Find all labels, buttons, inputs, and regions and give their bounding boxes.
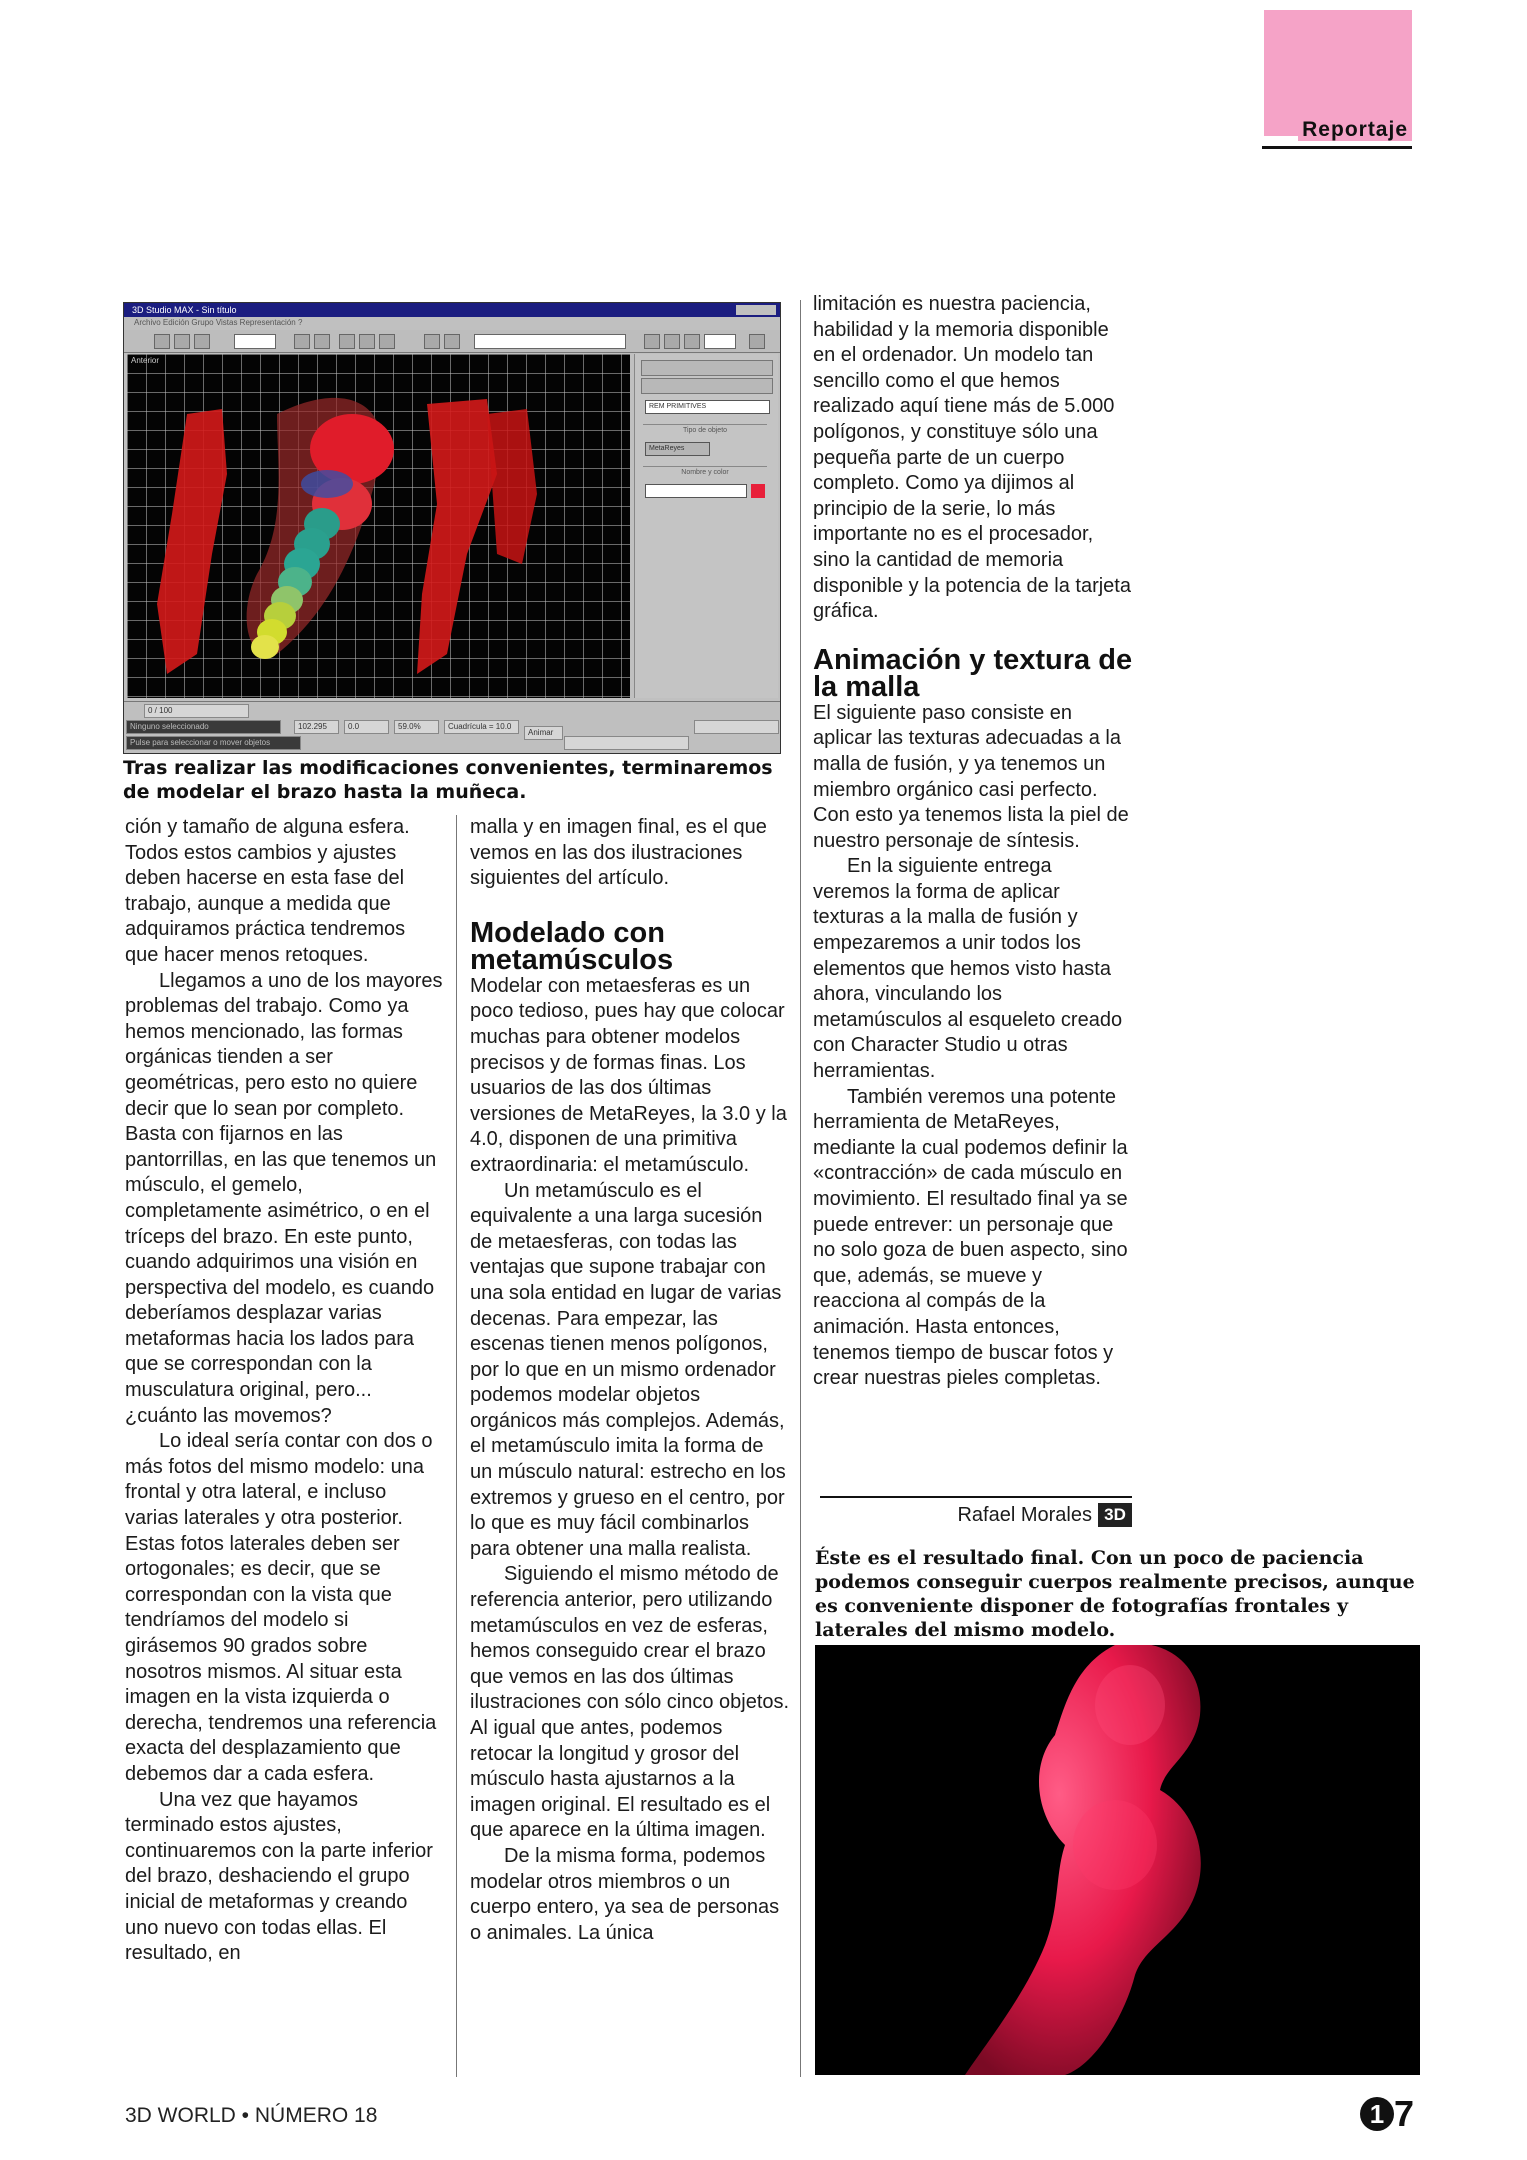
toolbar-icon <box>294 334 310 349</box>
paragraph: ción y tamaño de alguna esfera. Todos estos cambios y ajustes deben hacerse en esta fase del trabajo, aunque a medida que adquiramos práctica tendremos que hacer menos retoques. <box>125 816 410 966</box>
final-render-image <box>815 1645 1420 2075</box>
toolbar-icon <box>174 334 190 349</box>
command-panel <box>634 354 778 698</box>
status-selection: Ninguno seleccionado <box>126 720 281 734</box>
panel-category-icons <box>641 378 773 394</box>
paragraph: También veremos una potente herramienta de MetaReyes, mediante la cual podemos definir la «contracción» de cada músculo en movimiento. El resultado final ya se puede entrever: un personaje que no solo goza de buen aspecto, sino que, además, se mueve y reacciona al compás de la animación. Hasta entonces, tenemos tiempo de buscar fotos y crear nuestras pieles completas. <box>813 1085 1128 1390</box>
status-x: 102.295 <box>294 720 339 734</box>
panel-dropdown: REM PRIMITIVES <box>645 400 770 414</box>
toolbar-icon <box>444 334 460 349</box>
paragraph: Modelar con metaesferas es un poco tedioso, pues hay que colocar muchas para obtener modelos precisos y de formas finas. Los usuarios de las dos últimas versiones de MetaReyes, la 3.0 y la 4.0, disponen de una primitiva extraordinaria: el metamúsculo. <box>470 974 787 1176</box>
window-buttons <box>736 305 776 315</box>
menu-bar: Archivo Edición Grupo Vistas Representación ? <box>124 317 780 329</box>
arm-render-shape <box>815 1645 1420 2075</box>
toolbar-icon <box>314 334 330 349</box>
paragraph: Lo ideal sería contar con dos o más fotos del mismo modelo: una frontal y otra lateral, e incluso varias laterales y otra posterior. Estas fotos laterales deben ser ortogonales; es decir, que se correspondan con la vista que tendríamos del modelo si girásemos 90 grados sobre nosotros mismos. Al situar esta imagen en la vista izquierda o derecha, tendremos una referencia exacta del desplazamiento que debemos dar a cada esfera. <box>125 1430 437 1785</box>
article-column-2 <box>470 815 790 1946</box>
page-number-rest: 7 <box>1394 2093 1415 2134</box>
section-label: Reportaje <box>1262 118 1412 149</box>
toolbar-icon <box>644 334 660 349</box>
toolbar-icon <box>379 334 395 349</box>
paragraph: Siguiendo el mismo método de referencia anterior, pero utilizando metamúsculos en vez de esferas, hemos conseguido crear el brazo que vemos en las dos últimas ilustraciones con sólo cinco objetos. Al igual que antes, podemos retocar la longitud y grosor del músculo hasta ajustarnos a la imagen original. El resultado es el que aparece en la última imagen. <box>470 1563 790 1842</box>
panel-metareyes-button: MetaReyes <box>645 442 710 456</box>
paragraph: malla y en imagen final, es el que vemos en las dos ilustraciones siguientes del artículo. <box>470 816 767 890</box>
page-number <box>1360 2094 1414 2134</box>
figure-caption-1: Tras realizar las modificaciones convenientes, terminaremos de modelar el brazo hasta la muñeca. <box>123 757 773 803</box>
toolbar-icon <box>664 334 680 349</box>
paragraph: Un metamúsculo es el equivalente a una larga sucesión de metaesferas, con todas las ventajas que supone trabajar con una sola entidad en lugar de varias decenas. Para empezar, las escenas tienen menos polígonos, por lo que en un mismo ordenador podemos modelar objetos orgánicos más complejos. Además, el metamúsculo imita la forma de un músculo natural: estrecho en los extremos y grueso en el centro, por lo que es muy fácil combinarlos para obtener una malla realista. <box>470 1179 786 1560</box>
status-prompt: Pulse para seleccionar o mover objetos <box>126 736 301 750</box>
playback-controls <box>564 736 689 750</box>
magazine-badge: 3D <box>1098 1503 1132 1527</box>
article-column-1 <box>125 815 443 1967</box>
panel-color-swatch <box>751 484 765 498</box>
magazine-footer: 3D WORLD • NÚMERO 18 <box>125 2104 378 2127</box>
paragraph: Llegamos a uno de los mayores problemas del trabajo. Como ya hemos mencionado, las formas orgánicas tienden a ser geométricas, pero esto no quiere decir que lo sean por completo. Basta con fijarnos en las pantorrillas, en las que tenemos un músculo, el gemelo, completamente asimétrico, o en el tríceps del brazo. En este punto, cuando adquirimos una visión en perspectiva del modelo, es cuando deberíamos desplazar varias metaformas hacia los lados para que se correspondan con la musculatura original, pero... ¿cuánto las movemos? <box>125 969 443 1427</box>
toolbar-icon <box>749 334 765 349</box>
toolbar-icon <box>684 334 700 349</box>
viewport-label: Anterior <box>131 356 160 365</box>
screenshot-figure <box>123 302 781 754</box>
toolbar-dropdown <box>234 334 276 349</box>
toolbar-icon <box>424 334 440 349</box>
toolbar-dropdown <box>704 334 736 349</box>
toolbar-selection-field <box>474 334 626 349</box>
toolbar-icon <box>194 334 210 349</box>
section-heading: Modelado con metamúsculos <box>470 916 674 976</box>
viewport-controls <box>694 720 779 734</box>
status-z: 59.0% <box>394 720 439 734</box>
toolbar <box>124 330 780 353</box>
column-divider <box>456 815 457 2077</box>
animate-button: Animar <box>524 726 563 740</box>
toolbar-icon <box>339 334 355 349</box>
time-slider: 0 / 100 <box>144 704 249 718</box>
column-divider <box>800 300 801 2077</box>
paragraph: Una vez que hayamos terminado estos ajustes, continuaremos con la parte inferior del brazo, deshaciendo el grupo inicial de metaformas y creando uno nuevo con todas ellas. El resultado, en <box>125 1788 433 1965</box>
status-y: 0.0 <box>344 720 389 734</box>
panel-name-field <box>645 484 747 498</box>
paragraph: El siguiente paso consiste en aplicar las texturas adecuadas a la malla de fusión, y ya tenemos un miembro orgánico casi perfecto. Con esto ya tenemos lista la piel de nuestro personaje de síntesis. <box>813 701 1129 852</box>
author-name: Rafael Morales <box>957 1504 1092 1526</box>
toolbar-icon <box>359 334 375 349</box>
arm-metaspheres-render <box>127 354 630 698</box>
section-heading: Animación y textura de la malla <box>813 643 1133 703</box>
panel-rollout-name-color: Nombre y color <box>643 466 767 479</box>
panel-rollout-object-type: Tipo de objeto <box>643 424 767 437</box>
status-grid: Cuadrícula = 10.0 <box>444 720 519 734</box>
figure-caption-2: Éste es el resultado final. Con un poco de paciencia podemos conseguir cuerpos realmente precisos, aunque es conveniente disponer de fotografías frontales y laterales del mismo modelo. <box>815 1547 1415 1641</box>
viewport-front <box>127 354 630 698</box>
paragraph: De la misma forma, podemos modelar otros miembros o un cuerpo entero, ya sea de personas o animales. La única <box>470 1844 780 1944</box>
status-bar <box>124 701 780 754</box>
author-byline <box>820 1496 1132 1532</box>
toolbar-icon <box>154 334 170 349</box>
window-title: 3D Studio MAX - Sin título <box>124 303 780 317</box>
article-column-3 <box>813 292 1133 1392</box>
paragraph: En la siguiente entrega veremos la forma de aplicar texturas a la malla de fusión y empezaremos a unir todos los elementos que hemos visto hasta ahora, vinculando los metamúsculos al esqueleto creado con Character Studio u otras herramientas. <box>813 855 1123 1083</box>
panel-tabs <box>641 360 773 376</box>
paragraph: limitación es nuestra paciencia, habilidad y la memoria disponible en el ordenador. Un modelo tan sencillo como el que hemos realizado aquí tiene más de 5.000 polígonos, y constituye sólo una pequeña parte de un cuerpo completo. Como ya dijimos al principio de la serie, lo más importante no es el procesador, sino la cantidad de memoria disponible y la potencia de la tarjeta gráfica. <box>813 293 1131 623</box>
page-number-circle: 1 <box>1360 2097 1394 2131</box>
